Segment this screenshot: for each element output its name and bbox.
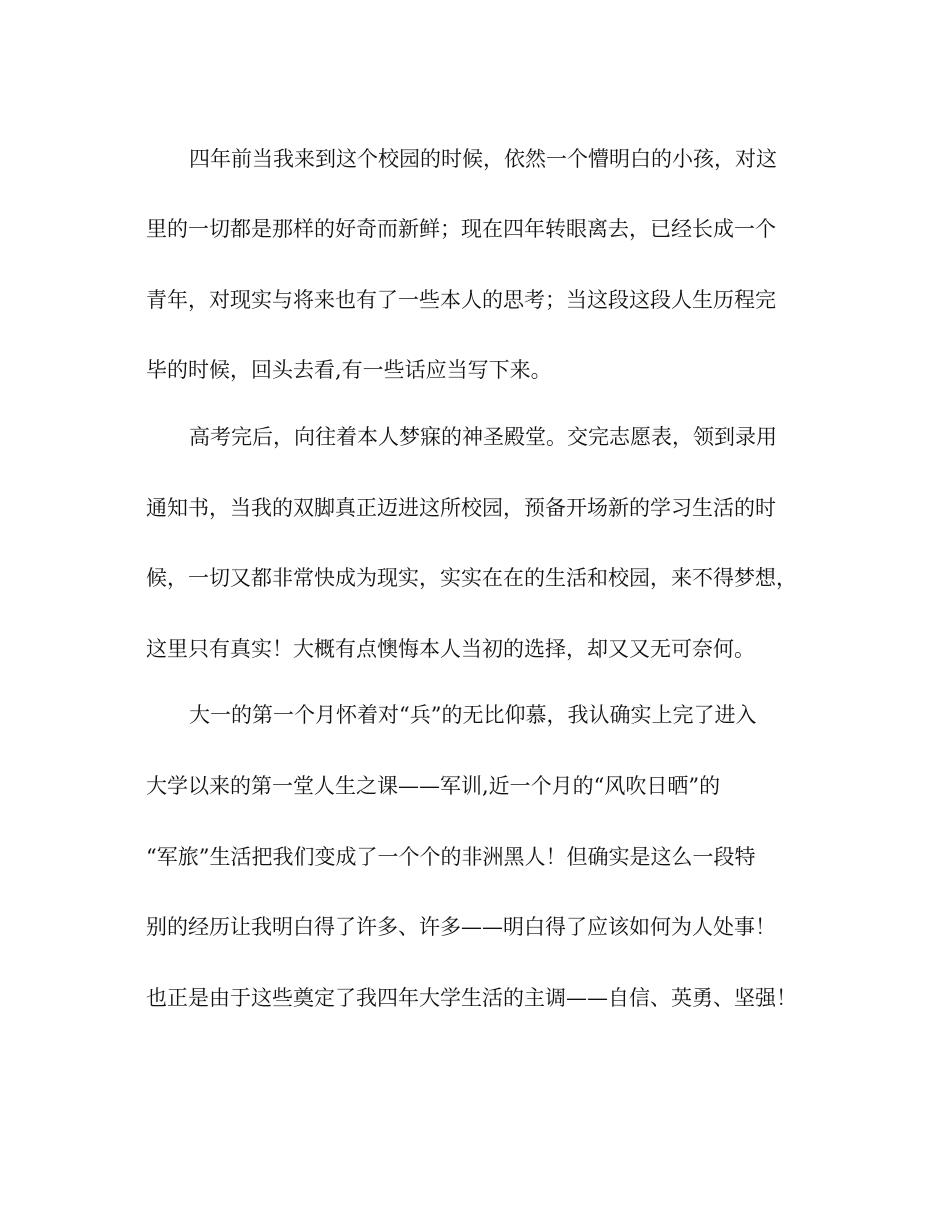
- paragraph-2-line-3: 候，一切又都非常快成为现实，实实在在的生活和校园，来不得梦想，: [146, 566, 797, 590]
- paragraph-2-line-4: 这里只有真实！大概有点懊悔本人当初的选择，却又又无可奈何。: [146, 637, 755, 661]
- paragraph-1-line-4: 毕的时候，回头去看,有一些话应当写下来。: [146, 358, 552, 382]
- paragraph-3-line-1: 大一的第一个月怀着对“兵”的无比仰慕，我认确实上完了进入: [189, 703, 757, 727]
- paragraph-1-line-3: 青年，对现实与将来也有了一些本人的思考；当这段这段人生历程完: [146, 288, 776, 312]
- paragraph-3-line-5: 也正是由于这些奠定了我四年大学生活的主调——自信、英勇、坚强！: [146, 986, 797, 1010]
- paragraph-2-line-1: 高考完后，向往着本人梦寐的神圣殿堂。交完志愿表，领到录用: [189, 425, 777, 449]
- paragraph-3-line-3: “军旅”生活把我们变成了一个个的非洲黑人！但确实是这么一段特: [146, 845, 756, 869]
- paragraph-1-line-2: 里的一切都是那样的好奇而新鲜；现在四年转眼离去，已经长成一个: [146, 217, 776, 241]
- paragraph-3-line-2: 大学以来的第一堂人生之课——军训,近一个月的“风吹日晒”的: [146, 774, 721, 798]
- paragraph-3-line-4: 别的经历让我明白得了许多、许多——明白得了应该如何为人处事！: [146, 915, 776, 939]
- paragraph-1-line-1: 四年前当我来到这个校园的时候，依然一个懵明白的小孩，对这: [189, 147, 777, 171]
- paragraph-2-line-2: 通知书，当我的双脚真正迈进这所校园，预备开场新的学习生活的时: [146, 496, 776, 520]
